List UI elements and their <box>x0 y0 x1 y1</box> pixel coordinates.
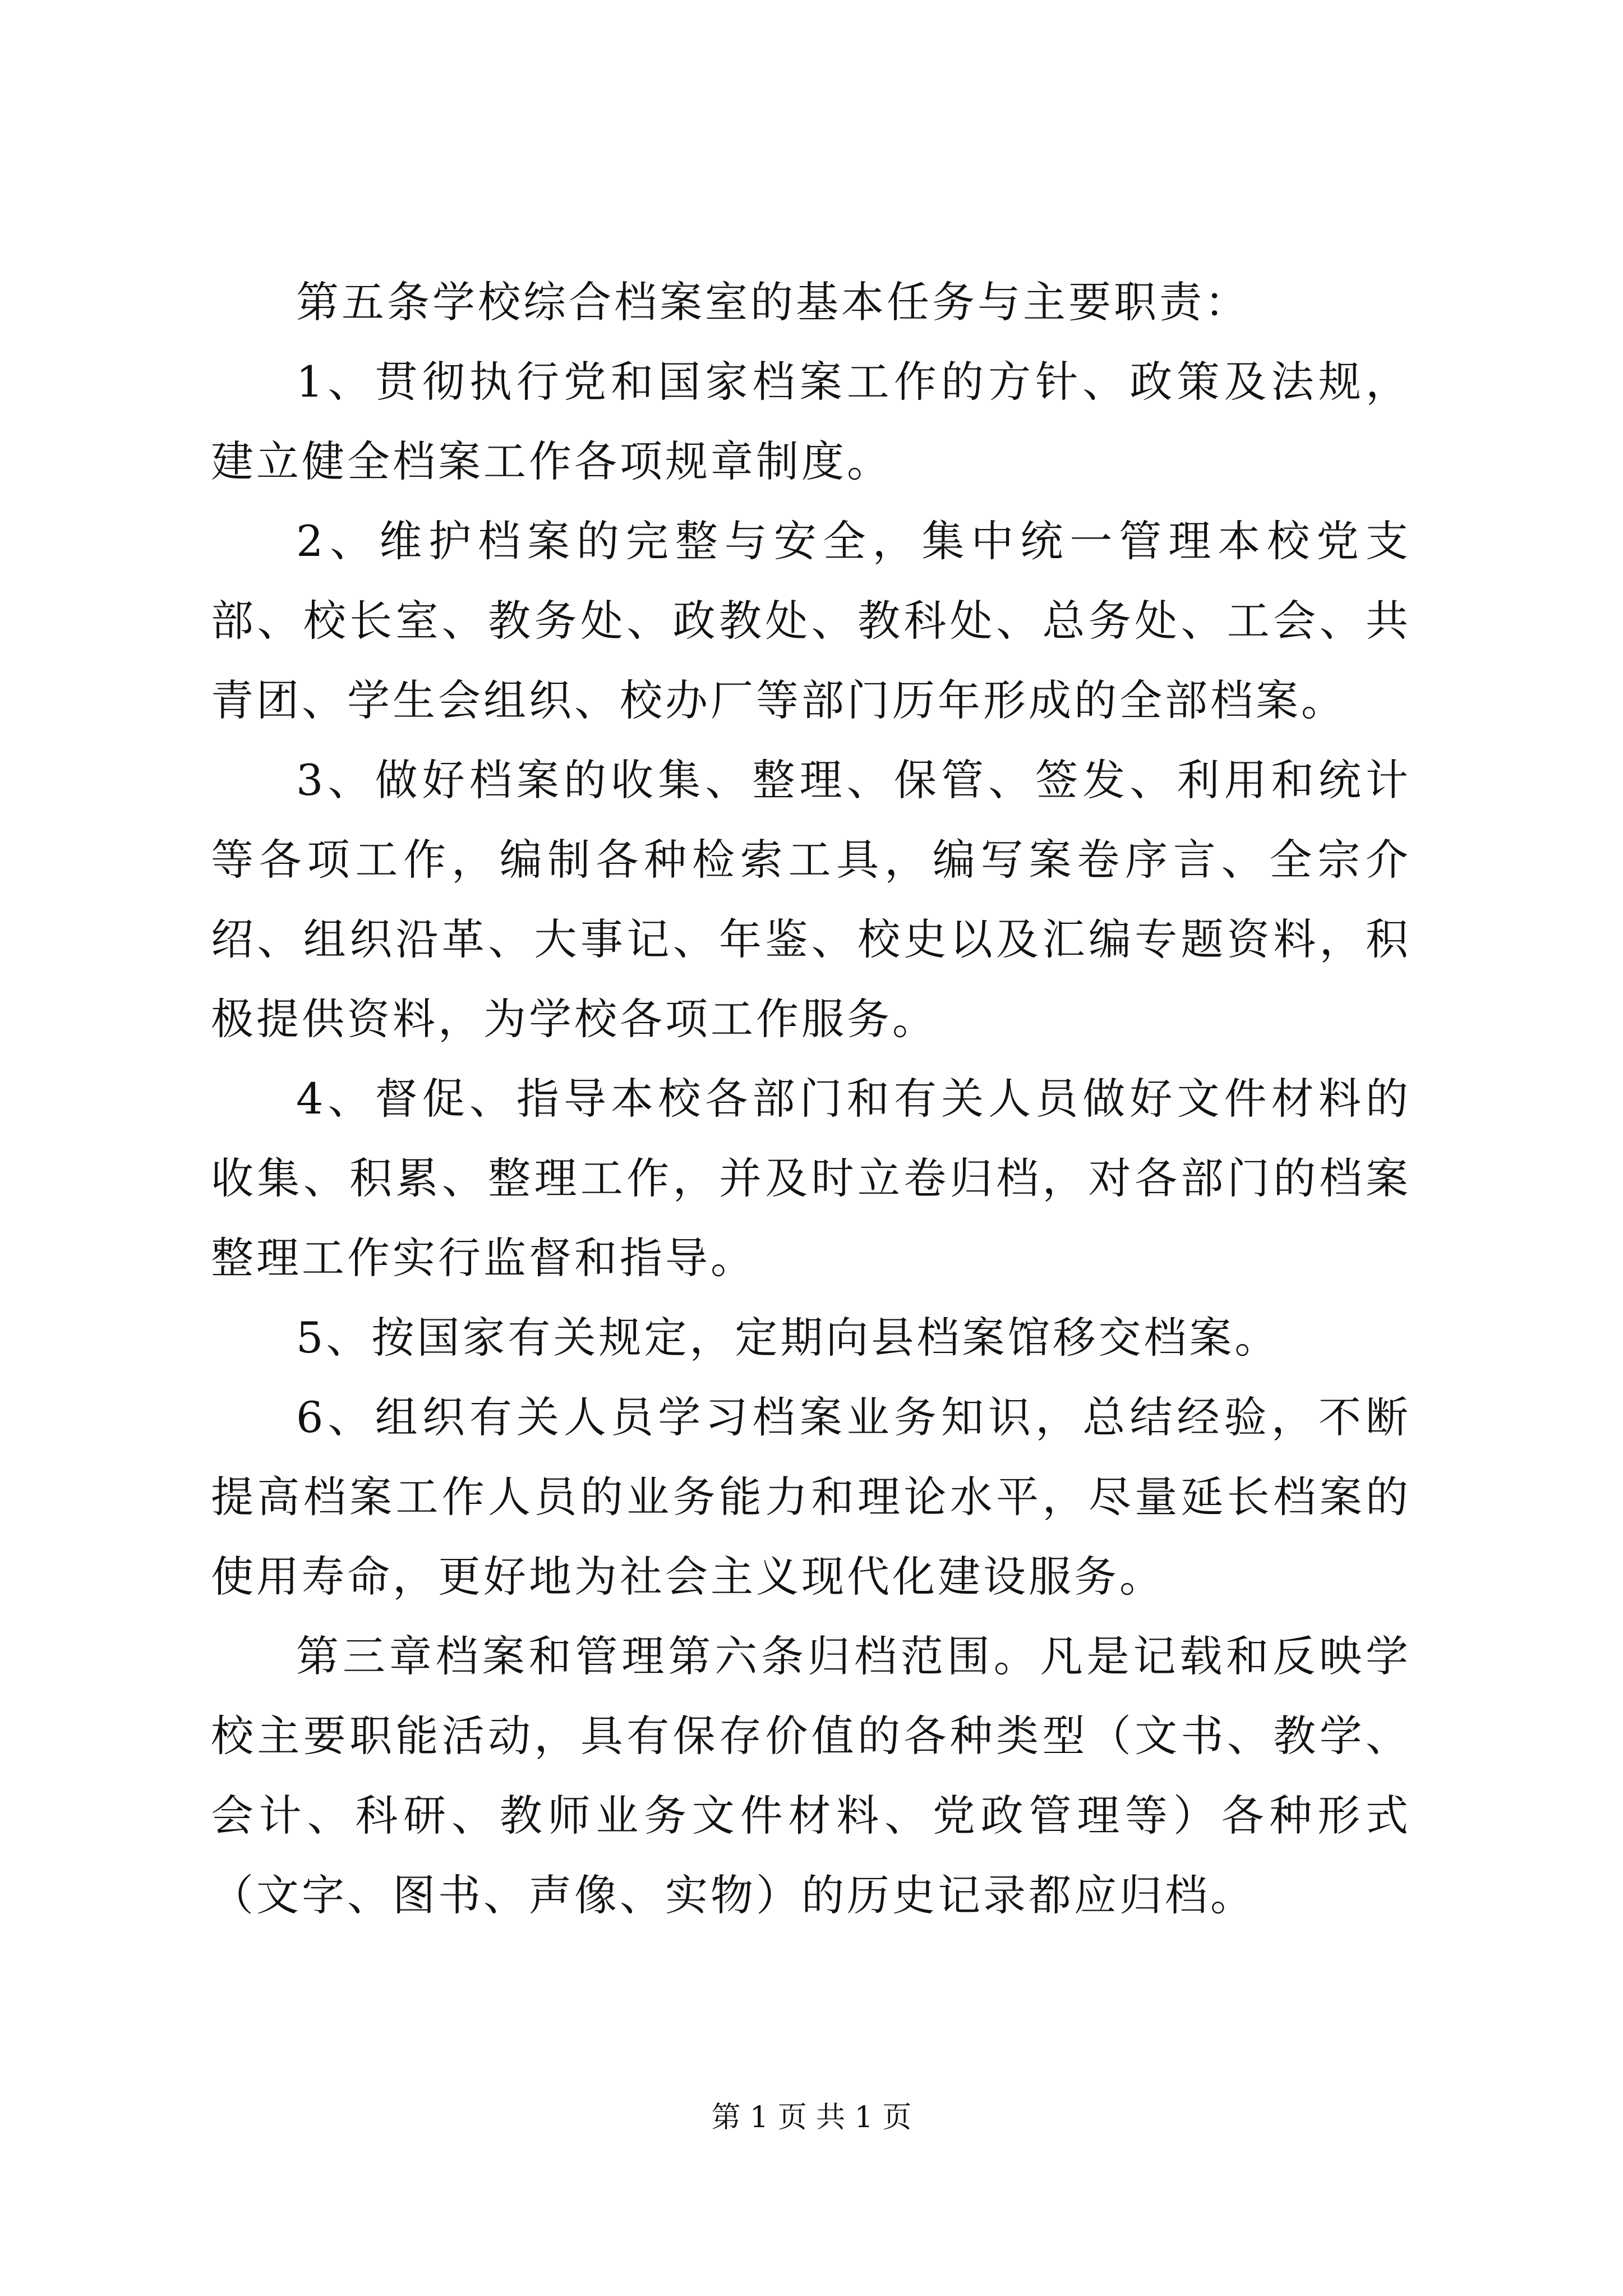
paragraph-item-4: 4、督促、指导本校各部门和有关人员做好文件材料的收集、积累、整理工作，并及时立卷归档，对各部门的档案整理工作实行监督和指导。 <box>211 1074 1411 1283</box>
paragraph-item-3: 3、做好档案的收集、整理、保管、签发、利用和统计等各项工作，编制各种检索工具，编写案卷序言、全宗介绍、组织沿革、大事记、年鉴、校史以及汇编专题资料，积极提供资料，为学校各项工作服务。 <box>211 755 1411 1044</box>
paragraph-item-6: 6、组织有关人员学习档案业务知识，总结经验，不断提高档案工作人员的业务能力和理论水平，尽量延长档案的使用寿命，更好地为社会主义现代化建设服务。 <box>211 1392 1411 1602</box>
paragraph-item-2: 2、维护档案的完整与安全，集中统一管理本校党支部、校长室、教务处、政教处、教科处、总务处、工会、共青团、学生会组织、校办厂等部门历年形成的全部档案。 <box>211 516 1411 725</box>
paragraph-item-5: 5、按国家有关规定，定期向县档案馆移交档案。 <box>296 1313 1280 1363</box>
paragraph-chapter-3: 第三章档案和管理第六条归档范围。凡是记载和反映学校主要职能活动，具有保存价值的各种类型（文书、教学、会计、科研、教师业务文件材料、党政管理等）各种形式（文字、图书、声像、实物）的历史记录都应归档。 <box>211 1631 1411 1920</box>
paragraph-item-1: 1、贯彻执行党和国家档案工作的方针、政策及法规，建立健全档案工作各项规章制度。 <box>211 357 1411 486</box>
page-footer: 第 1 页 共 1 页 <box>711 2101 912 2134</box>
document-body <box>211 263 1411 1935</box>
paragraph-article-5: 第五条学校综合档案室的基本任务与主要职责： <box>296 277 1250 327</box>
